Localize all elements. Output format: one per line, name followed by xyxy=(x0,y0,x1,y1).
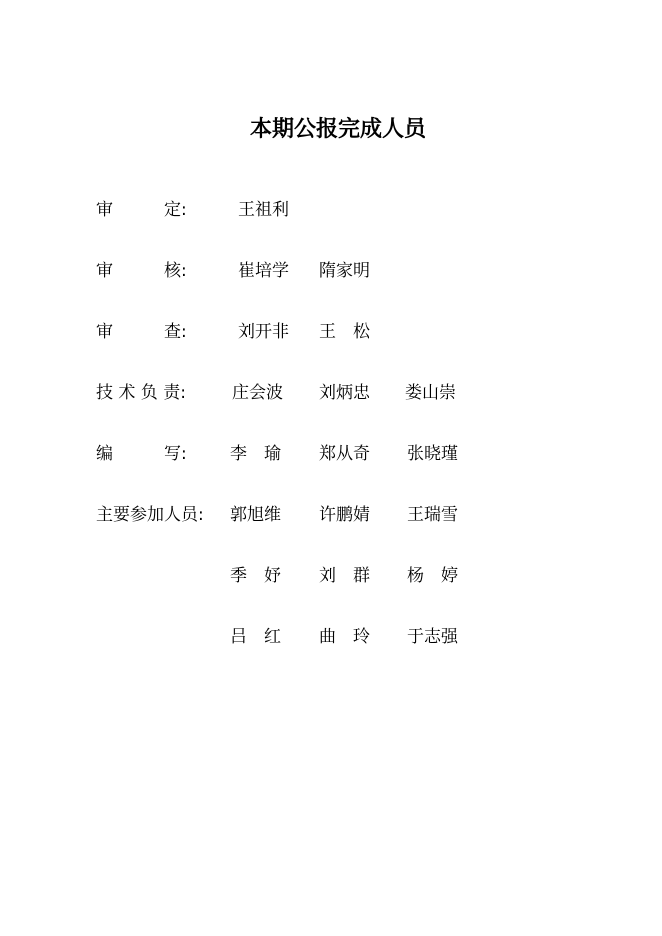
page-title: 本期公报完成人员 xyxy=(249,117,426,142)
role-label: 技 术 负 责: xyxy=(96,383,186,403)
staff-row-technical-lead xyxy=(0,380,662,406)
staff-name: 吕 红 xyxy=(230,627,281,647)
role-label: 编 写: xyxy=(96,444,187,464)
staff-name: 王 松 xyxy=(319,322,370,342)
staff-row-review xyxy=(0,258,662,284)
staff-name: 曲 玲 xyxy=(319,627,370,647)
staff-row-authors xyxy=(0,441,662,467)
staff-name: 娄山崇 xyxy=(405,383,456,403)
staff-name: 于志强 xyxy=(407,627,458,647)
staff-name: 王瑞雪 xyxy=(407,505,458,525)
staff-name: 刘 群 xyxy=(319,566,370,586)
staff-name: 郑从奇 xyxy=(319,444,370,464)
staff-name: 张晓瑾 xyxy=(407,444,458,464)
staff-name: 刘开非 xyxy=(238,322,289,342)
staff-row-main-participants xyxy=(0,502,662,528)
staff-row-participants-continued xyxy=(0,563,662,589)
staff-name: 王祖利 xyxy=(238,200,289,220)
staff-name: 李 瑜 xyxy=(230,444,281,464)
role-label: 审 查: xyxy=(96,322,187,342)
staff-name: 杨 婷 xyxy=(407,566,458,586)
staff-name: 季 妤 xyxy=(230,566,281,586)
staff-name: 许鹏婧 xyxy=(319,505,370,525)
role-label: 审 核: xyxy=(96,261,187,281)
staff-name: 崔培学 xyxy=(238,261,289,281)
role-label: 审 定: xyxy=(96,200,187,220)
staff-row-approve xyxy=(0,197,662,223)
staff-name: 郭旭维 xyxy=(230,505,281,525)
staff-name: 刘炳忠 xyxy=(319,383,370,403)
staff-name: 庄会波 xyxy=(232,383,283,403)
staff-row-participants-continued xyxy=(0,624,662,650)
role-label: 主要参加人员: xyxy=(96,505,204,525)
staff-row-check xyxy=(0,319,662,345)
staff-name: 隋家明 xyxy=(319,261,370,281)
